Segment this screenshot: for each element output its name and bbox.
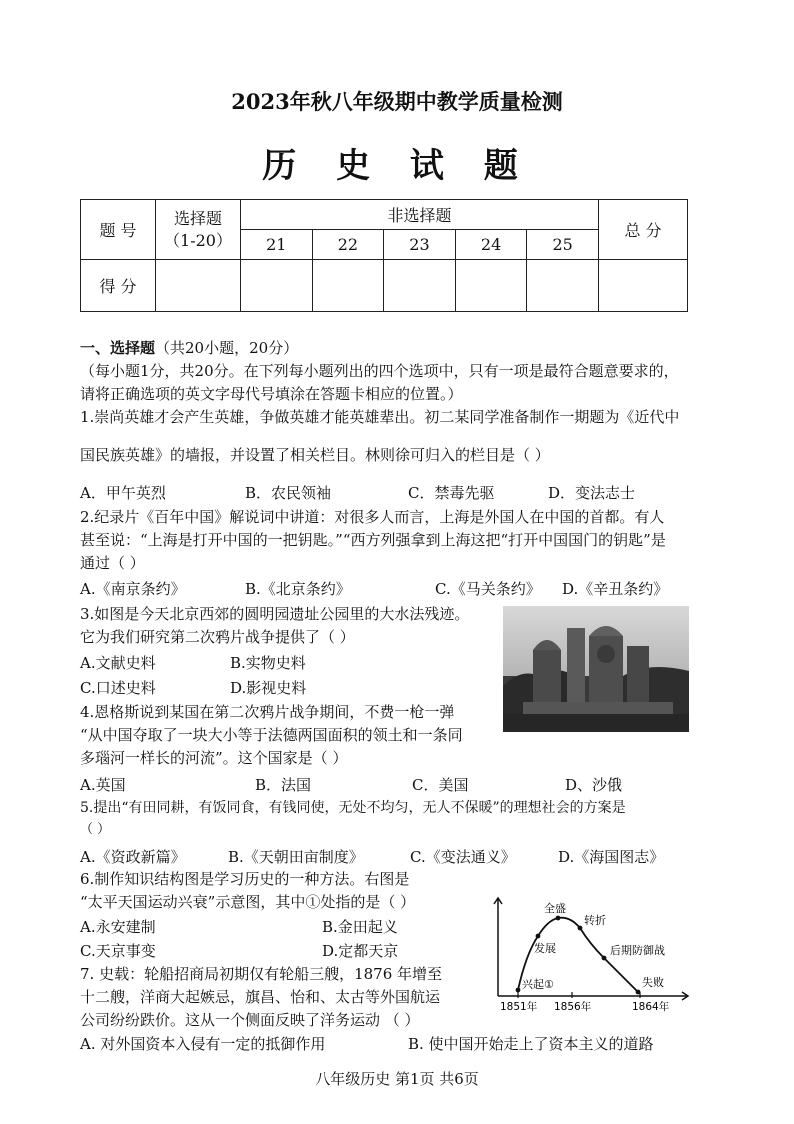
question-4-text: “从中国夺取了一块大小等于法德两国面积的领土和一条同	[80, 726, 463, 744]
option: D.影视史料	[230, 679, 307, 697]
instruction-line: （每小题1分，共20分。在下列每小题列出的四个选项中，只有一项是最符合题意要求的，	[80, 362, 679, 380]
score-cell	[599, 260, 688, 312]
question-3-text: 3.如图是今天北京西郊的圆明园遗址公园里的大水法残迹。	[80, 605, 470, 623]
choice-cell	[156, 200, 241, 260]
subject-title: 历 史 试 题	[262, 146, 532, 186]
section-heading	[80, 338, 298, 358]
label-development: 发展	[534, 942, 556, 955]
option: D.《海国图志》	[558, 848, 665, 866]
question-number-21: 21	[241, 230, 313, 260]
score-cell	[384, 260, 456, 312]
label-late-defense: 后期防御战	[610, 944, 665, 957]
option: A.《南京条约》	[80, 580, 186, 598]
yuanmingyuan-ruins-photo	[503, 606, 689, 732]
option: B.《北京条约》	[245, 580, 351, 598]
question-6-text: 6.制作知识结构图是学习历史的一种方法。右图是	[80, 870, 410, 888]
option: B. 使中国开始走上了资本主义的道路	[408, 1035, 654, 1053]
score-cell	[241, 260, 313, 312]
instruction-line: 请将正确选项的英文字母代号填涂在答题卡相应的位置。）	[80, 385, 463, 403]
question-number-25: 25	[527, 230, 599, 260]
option: C．美国	[412, 776, 469, 794]
question-7-text: 公司纷纷跌价。这从一个侧面反映了洋务运动 （ ）	[80, 1011, 420, 1029]
score-cell	[527, 260, 599, 312]
question-6-text: “太平天国运动兴衰”示意图，其中①处指的是（ ）	[80, 893, 416, 911]
question-2-text: 通过（ ）	[80, 554, 145, 572]
score-table	[80, 199, 688, 312]
option: A. 对外国资本入侵有一定的抵御作用	[80, 1035, 326, 1053]
year-1864: 1864年	[632, 1001, 670, 1013]
row-label-number: 题 号	[81, 200, 156, 260]
question-5-text: （ ）	[80, 822, 111, 837]
score-cell	[312, 260, 384, 312]
score-cell	[455, 260, 527, 312]
question-number-24: 24	[455, 230, 527, 260]
page-footer: 八年级历史 第1页 共6页	[315, 1070, 479, 1088]
option: B.实物史料	[230, 654, 306, 672]
option: C.天京事变	[80, 942, 156, 960]
row-label-score: 得 分	[81, 260, 156, 312]
question-4-text: 多瑙河一样长的河流”。这个国家是（ ）	[80, 749, 348, 767]
option: B.金田起义	[322, 918, 398, 936]
question-5-text: 5.提出“有田同耕，有饭同食，有钱同使，无处不均匀，无人不保暖”的理想社会的方案是	[80, 800, 626, 816]
exam-title: 2023年秋八年级期中教学质量检测	[231, 89, 563, 114]
option: D.《辛丑条约》	[562, 580, 669, 598]
year-1856: 1856年	[554, 1001, 592, 1013]
option: A．甲午英烈	[80, 484, 166, 502]
option: B．法国	[255, 776, 312, 794]
question-1-text: 国民族英雄》的墙报，并设置了相关栏目。林则徐可归入的栏目是（ ）	[80, 446, 550, 464]
question-number-22: 22	[312, 230, 384, 260]
year-1851: 1851年	[500, 1001, 538, 1013]
question-7-text: 十二艘，洋商大起嫉忌，旗昌、怡和、太古等外国航运	[80, 988, 441, 1006]
option: D．变法志士	[548, 484, 636, 502]
score-cell	[156, 260, 241, 312]
option: C.《马关条约》	[435, 580, 541, 598]
label-failure: 失败	[642, 976, 664, 989]
option: B．农民领袖	[245, 484, 332, 502]
option: C.口述史料	[80, 679, 156, 697]
option: C．禁毒先驱	[408, 484, 495, 502]
question-2-text: 甚至说：“上海是打开中国的一把钥匙。”“西方列强拿到上海这把“打开中国国门的钥匙”是	[80, 531, 666, 549]
option: D.定都天京	[322, 942, 399, 960]
option: B.《天朝田亩制度》	[228, 848, 364, 866]
question-4-text: 4.恩格斯说到某国在第二次鸦片战争期间，不费一枪一弹	[80, 703, 455, 721]
choice-range: （1-20）	[164, 230, 232, 250]
option: C.《变法通义》	[410, 848, 516, 866]
label-turning: 转折	[584, 914, 606, 927]
question-7-text: 7. 史载：轮船招商局初期仅有轮船三艘，1876 年增至	[80, 965, 443, 983]
section-title: 一、选择题	[80, 339, 156, 357]
label-rise-blank: 兴起①	[522, 978, 554, 991]
total-label: 总 分	[599, 200, 688, 260]
label-peak: 全盛	[544, 902, 566, 915]
question-1-text: 1.崇尚英雄才会产生英雄，争做英雄才能英雄辈出。初二某同学准备制作一期题为《近代中	[80, 408, 680, 426]
option: A.永安建制	[80, 918, 156, 936]
option: A.《资政新篇》	[80, 848, 186, 866]
non-choice-label: 非选择题	[241, 200, 599, 230]
section-note: （共20小题，20分）	[155, 339, 299, 357]
option: A.英国	[80, 776, 126, 794]
taiping-rise-fall-diagram	[492, 892, 690, 1014]
question-3-text: 它为我们研究第二次鸦片战争提供了（ ）	[80, 628, 355, 646]
question-number-23: 23	[384, 230, 456, 260]
option: A.文献史料	[80, 654, 156, 672]
choice-label: 选择题	[173, 208, 222, 228]
option: D、沙俄	[565, 776, 623, 794]
question-2-text: 2.纪录片《百年中国》解说词中讲道：对很多人而言，上海是外国人在中国的首都。有人	[80, 508, 665, 526]
